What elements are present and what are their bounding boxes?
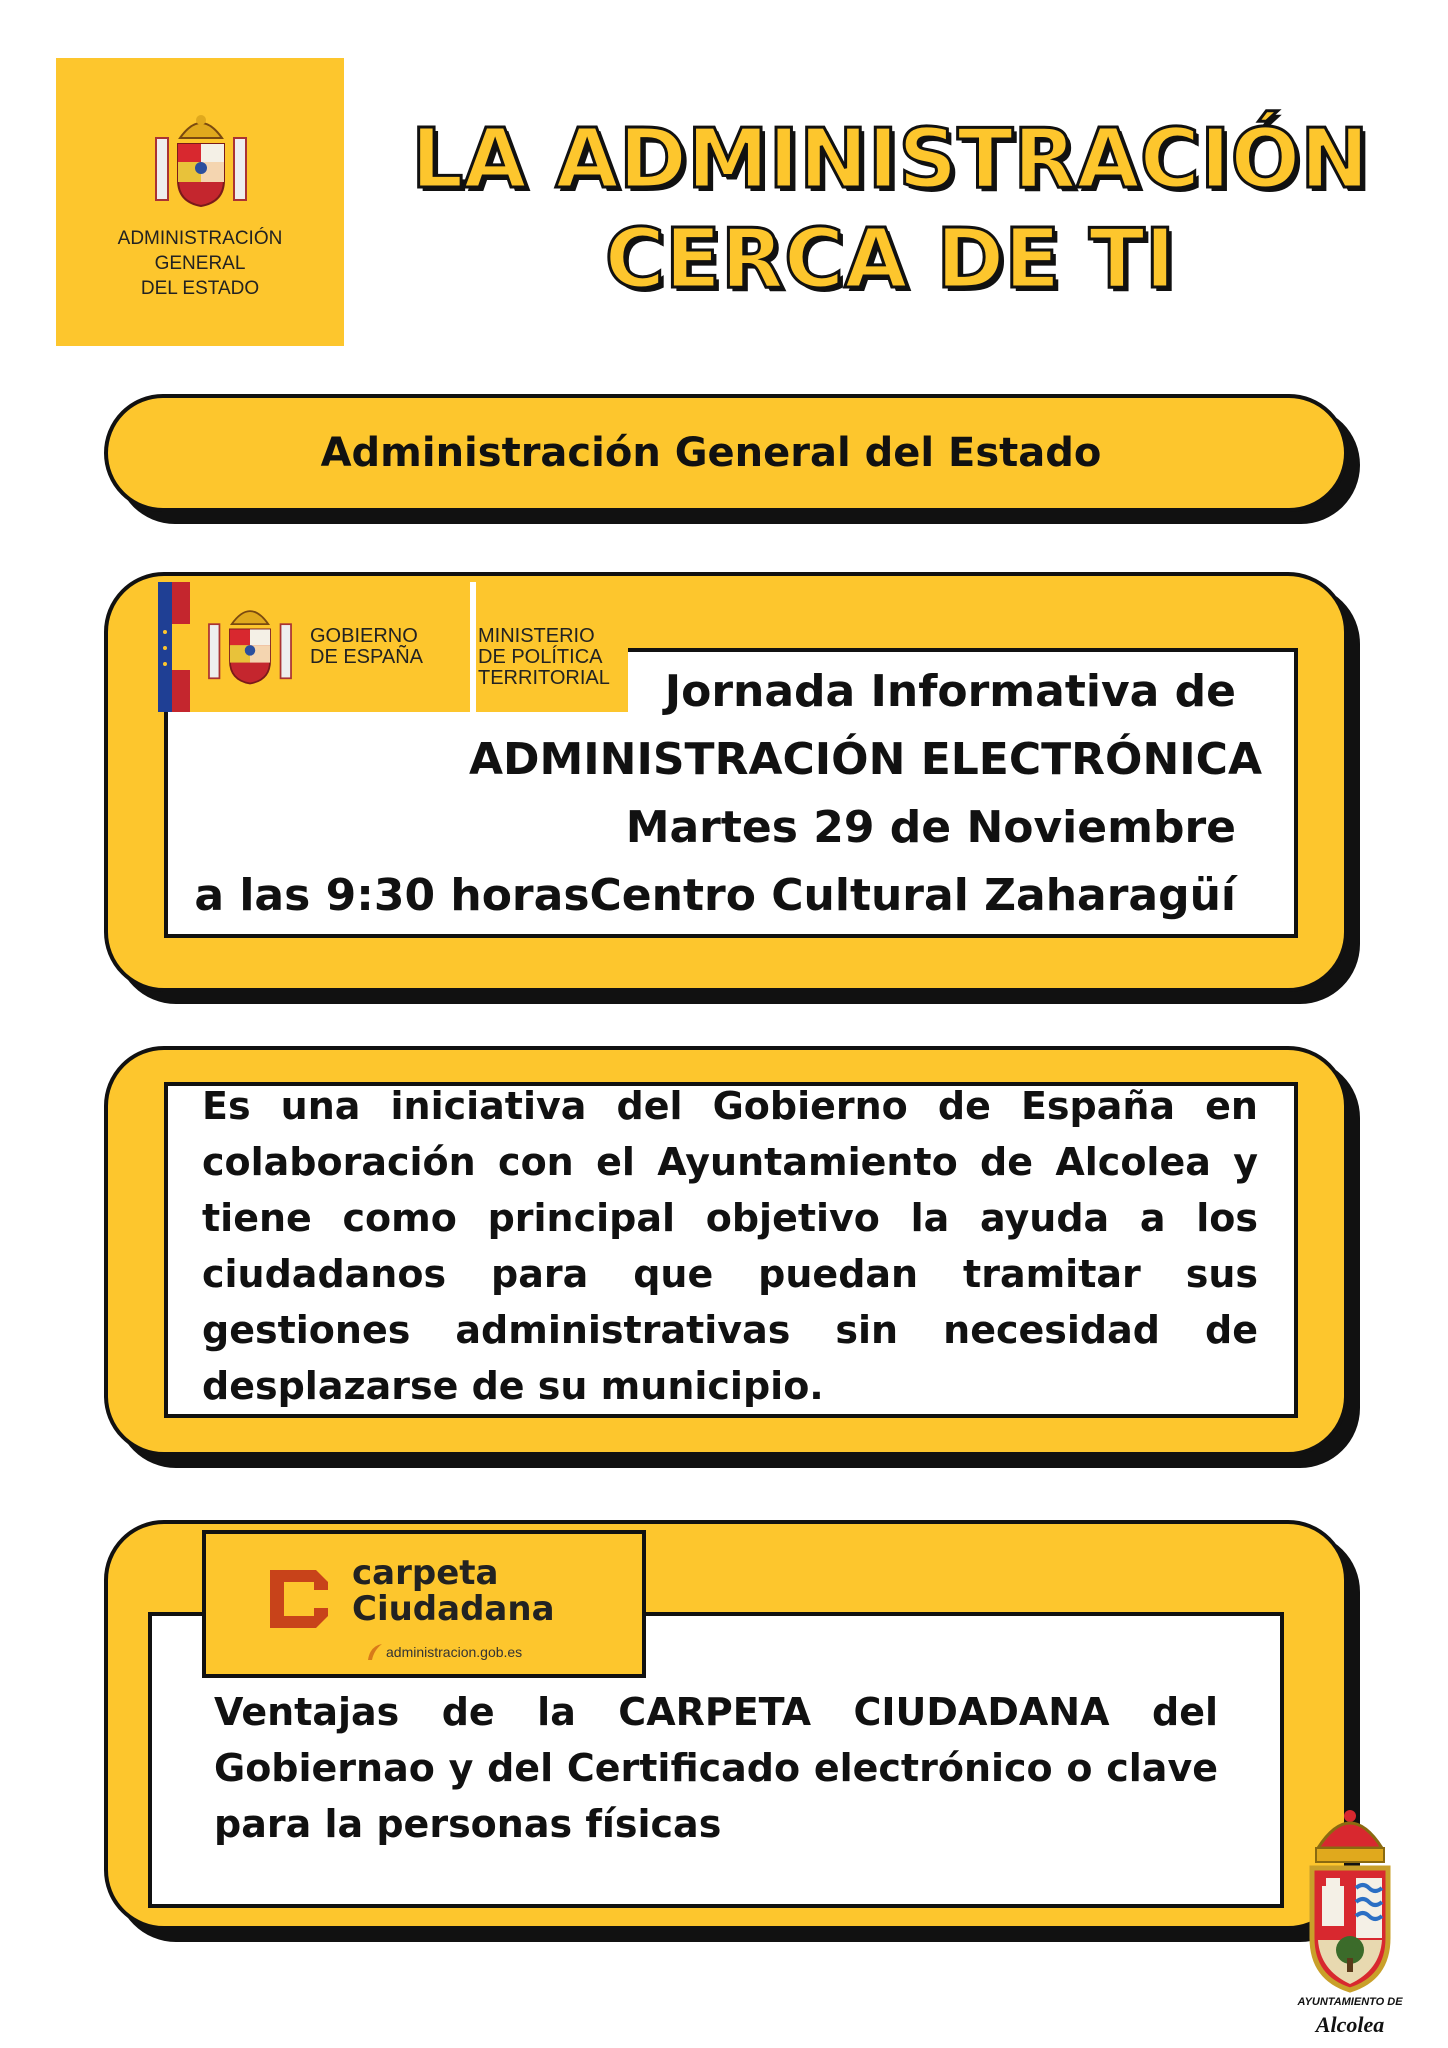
age-logo-line: DEL ESTADO [140,278,260,299]
headline [360,110,1420,310]
ayuntamiento-logo [1280,1808,1420,2038]
description-text: Es una iniciativa del Gobierno de España en colaboración con el Ayuntamiento de Alcolea y tiene como principal objetivo la ayuda a los ciudadanos para que puedan tramitar sus gestiones administrativas sin necesidad de desplazarse de su municipio. [202,1084,1258,1408]
carpeta-word: carpeta [352,1553,499,1593]
coat-of-arms-icon [146,108,256,218]
ciudadana-word: Ciudadana [352,1589,555,1629]
ayuntamiento-name: Alcolea [1315,2012,1385,2037]
municipal-crest-icon [1304,1808,1396,1994]
ventajas-text: Ventajas de la CARPETA CIUDADANA del Gobiernao y del Certificado electrónico o clave para la personas físicas [214,1690,1218,1846]
ministerio-line: DE POLÍTICA [478,646,603,668]
event-details [190,658,1262,930]
event-time-location: a las 9:30 horasCentro Cultural Zaharagüí [194,870,1236,921]
event-title: Jornada Informativa de [664,666,1236,717]
eu-spain-flag-icon [158,582,190,712]
age-logo [56,58,344,346]
headline-line-2: CERCA DE TI [604,212,1176,307]
carpeta-url: administracion.gob.es [386,1644,523,1660]
age-logo-line: ADMINISTRACIÓN [117,228,283,249]
ministerio-line: MINISTERIO [478,625,595,647]
banner-title: Administración General del Estado [320,430,1102,476]
ministerio-line: TERRITORIAL [478,667,610,689]
swoosh-icon [366,1642,384,1662]
headline-line-1: LA ADMINISTRACIÓN [411,112,1369,207]
carpeta-ciudadana-logo [202,1530,646,1678]
carpeta-folder-icon [266,1566,332,1632]
section-banner [104,394,1348,512]
gobierno-line: DE ESPAÑA [310,646,423,668]
event-date: Martes 29 de Noviembre [625,802,1236,853]
gobierno-line: GOBIERNO [310,625,418,647]
ayuntamiento-label: AYUNTAMIENTO DE [1297,1996,1403,2008]
event-subject: ADMINISTRACIÓN ELECTRÓNICA [468,734,1262,785]
age-logo-text [56,226,344,301]
age-logo-line: GENERAL [154,253,246,274]
